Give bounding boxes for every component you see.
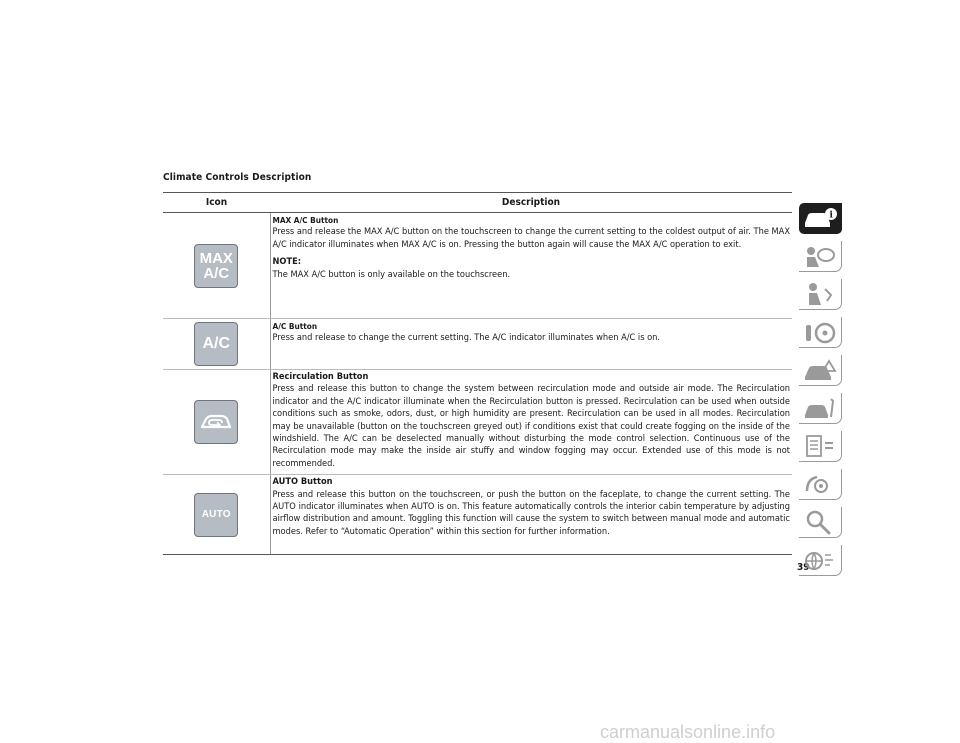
row-title: AUTO Button <box>272 476 333 488</box>
ac-icon: A/C <box>194 322 238 366</box>
languages-icon <box>801 547 839 573</box>
car-info-icon <box>801 205 839 231</box>
tab-starting-operating[interactable] <box>799 279 842 310</box>
seated-person-icon <box>801 281 839 307</box>
tab-servicing[interactable] <box>799 393 842 424</box>
tab-safety[interactable] <box>799 241 842 272</box>
icon-cell <box>163 475 270 555</box>
recirculation-icon <box>194 400 238 444</box>
header-description: Description <box>270 193 792 213</box>
tab-index[interactable] <box>799 507 842 538</box>
header-icon: Icon <box>163 193 270 213</box>
icon-cell <box>163 213 270 319</box>
tab-technical-specifications[interactable] <box>799 431 842 462</box>
tab-languages[interactable] <box>799 545 842 576</box>
svg-text:i: i <box>829 210 833 221</box>
row-body: Press and release to change the current setting. The A/C indicator illuminates when A/C is on. <box>272 332 661 344</box>
recirculation-car-arrow-icon <box>199 412 233 432</box>
description-cell <box>270 319 792 370</box>
auto-icon: AUTO <box>194 493 238 537</box>
car-wrench-icon <box>801 395 839 421</box>
section-title: Climate Controls Description <box>163 172 312 183</box>
description-cell <box>270 370 792 475</box>
table-row <box>163 213 792 319</box>
chapter-tabs <box>799 203 842 583</box>
description-cell <box>270 475 792 555</box>
description-cell <box>270 213 792 319</box>
icon-cell <box>163 319 270 370</box>
tab-in-case-of-emergency[interactable] <box>799 355 842 386</box>
tab-customer-assistance[interactable] <box>799 469 842 500</box>
spec-sheet-icon <box>801 433 839 459</box>
table-row <box>163 475 792 555</box>
icon-cell <box>163 370 270 475</box>
row-title: MAX A/C Button <box>272 215 339 225</box>
steering-wheel-icon <box>801 319 839 345</box>
table-row <box>163 319 792 370</box>
row-title: Recirculation Button <box>272 371 369 382</box>
table-row <box>163 370 792 475</box>
emergency-car-icon <box>801 357 839 383</box>
row-body: Press and release this button to change the system between recirculation mode and outside air mode. The Recirculation indicator and the A/C indicator illuminate when the Recirculation button is pressed. Recirculation can be used when outside conditions such as smoke, odors, dust, or high humidity are present. Recirculation can be used in all modes. Recirculation may be unavailable (button on the touchscreen greyed out) if conditions exist that could create fogging on the inside of the windshield. The A/C can be deselected manually without disturbing the mode control selection. Continuous use of the Recirculation mode may make the inside air stuffy and window fogging may occur. Extended use of this mode is not recommended. <box>272 383 790 469</box>
row-body: Press and release this button on the touchscreen, or push the button on the faceplate, to change the current setting. The AUTO indicator illuminates when AUTO is on. This feature automatically controls the interior cabin temperature by adjusting airflow distribution and amount. Toggling this function will cause the system to switch between manual mode and automatic modes. Refer to “Automatic Operation” within this section for further information. <box>272 488 790 537</box>
table-header-row <box>163 193 792 213</box>
tab-multimedia[interactable] <box>799 317 842 348</box>
tab-getting-to-know-vehicle[interactable] <box>799 203 842 234</box>
climate-controls-table <box>163 192 792 555</box>
watermark: carmanualsonline.info <box>600 722 776 742</box>
row-body: Press and release the MAX A/C button on the touchscreen to change the current setting to the coldest output of air. The MAX A/C indicator illuminates when MAX A/C is on. Pressing the button again will cause the MAX A/C operation to exit. <box>272 226 790 250</box>
row-title: A/C Button <box>272 321 318 331</box>
magnifier-icon <box>801 509 839 535</box>
note-text: The MAX A/C button is only available on the touchscreen. <box>272 268 511 280</box>
page-number: 39 <box>797 562 810 573</box>
airbag-icon <box>801 243 839 269</box>
note-label: NOTE: <box>272 256 302 268</box>
customer-assistance-icon <box>801 471 839 497</box>
max-ac-icon: MAX A/C <box>194 244 238 288</box>
